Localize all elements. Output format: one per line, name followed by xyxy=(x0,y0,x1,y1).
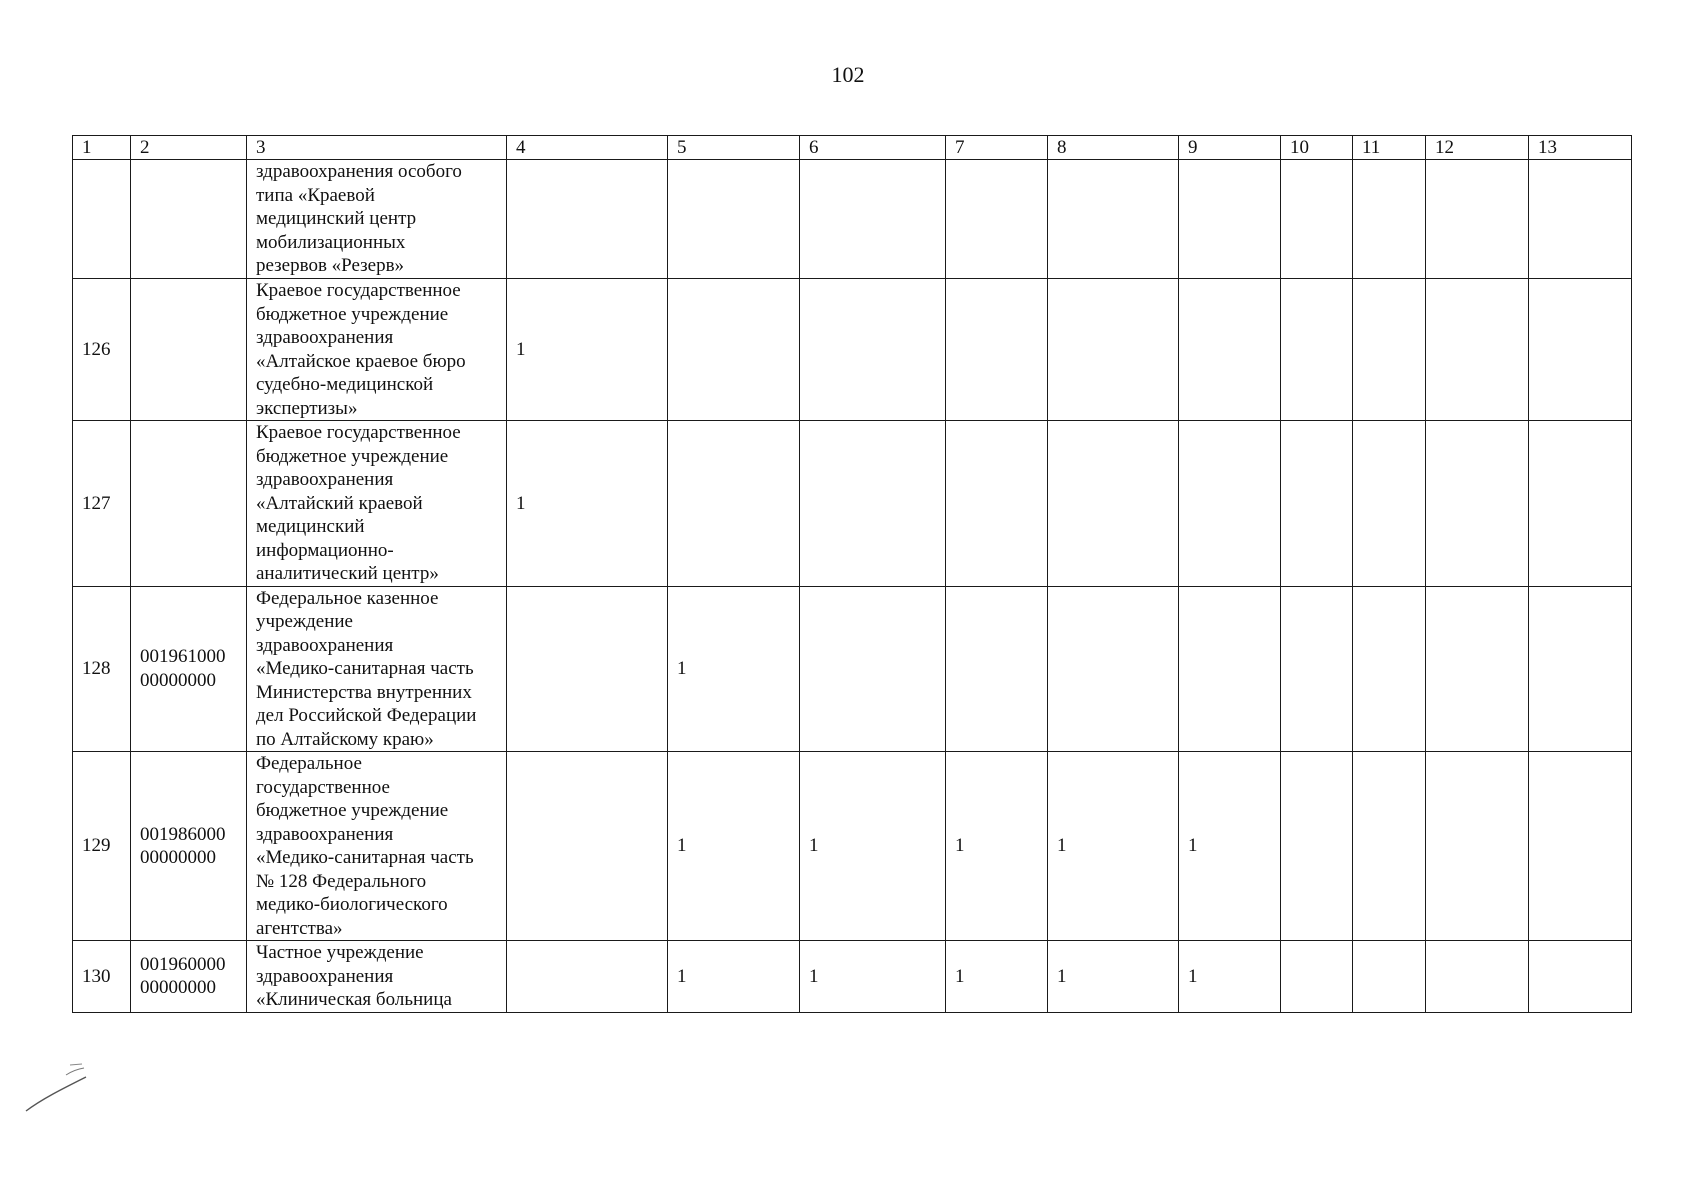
row-number: 128 xyxy=(73,586,131,752)
row-value xyxy=(668,279,800,421)
row-value: 1 xyxy=(800,752,946,941)
row-value xyxy=(507,586,668,752)
row-organization-name: Краевое государственное бюджетное учреждение здравоохранения «Алтайский краевой медицинский информационно- аналитический центр» xyxy=(247,421,507,587)
table-row xyxy=(73,752,1632,941)
row-value xyxy=(800,586,946,752)
row-value: 1 xyxy=(1048,752,1179,941)
row-value xyxy=(946,421,1048,587)
table-row xyxy=(73,160,1632,279)
row-value: 1 xyxy=(800,941,946,1013)
header-cell: 6 xyxy=(800,136,946,160)
row-value xyxy=(800,279,946,421)
row-value xyxy=(507,941,668,1013)
row-value xyxy=(1179,586,1281,752)
pen-stroke-mark xyxy=(22,1055,92,1115)
row-value xyxy=(800,160,946,279)
row-value xyxy=(1179,421,1281,587)
row-value xyxy=(1281,586,1353,752)
row-value xyxy=(1281,752,1353,941)
row-value: 1 xyxy=(1048,941,1179,1013)
row-value xyxy=(1426,279,1529,421)
row-number: 129 xyxy=(73,752,131,941)
row-number: 130 xyxy=(73,941,131,1013)
row-value xyxy=(1529,752,1632,941)
row-value xyxy=(1179,160,1281,279)
row-value: 1 xyxy=(946,941,1048,1013)
row-value xyxy=(1426,752,1529,941)
row-value xyxy=(1048,160,1179,279)
row-value xyxy=(1426,941,1529,1013)
row-code: 001961000 00000000 xyxy=(131,586,247,752)
row-value: 1 xyxy=(507,279,668,421)
row-code xyxy=(131,279,247,421)
row-organization-name: Федеральное казенное учреждение здравоохранения «Медико-санитарная часть Министерства внутренних дел Российской Федерации по Алтайскому краю» xyxy=(247,586,507,752)
row-value xyxy=(946,586,1048,752)
header-cell: 8 xyxy=(1048,136,1179,160)
row-value xyxy=(1529,279,1632,421)
row-value xyxy=(668,160,800,279)
row-value xyxy=(800,421,946,587)
row-organization-name: Частное учреждение здравоохранения «Клиническая больница xyxy=(247,941,507,1013)
row-number: 126 xyxy=(73,279,131,421)
header-cell: 13 xyxy=(1529,136,1632,160)
row-value: 1 xyxy=(668,586,800,752)
table-row xyxy=(73,279,1632,421)
header-row xyxy=(73,136,1632,160)
row-value xyxy=(1281,941,1353,1013)
row-value xyxy=(946,279,1048,421)
row-value xyxy=(1353,160,1426,279)
row-value xyxy=(1426,160,1529,279)
row-value xyxy=(507,160,668,279)
table-row xyxy=(73,586,1632,752)
row-value xyxy=(1353,421,1426,587)
row-value: 1 xyxy=(507,421,668,587)
row-code: 001960000 00000000 xyxy=(131,941,247,1013)
row-organization-name: Федеральное государственное бюджетное учреждение здравоохранения «Медико-санитарная часть № 128 Федерального медико-биологического агентства» xyxy=(247,752,507,941)
row-code xyxy=(131,421,247,587)
row-organization-name: здравоохранения особого типа «Краевой медицинский центр мобилизационных резервов «Резерв» xyxy=(247,160,507,279)
row-value: 1 xyxy=(668,941,800,1013)
header-cell: 1 xyxy=(73,136,131,160)
header-cell: 3 xyxy=(247,136,507,160)
row-value xyxy=(1281,160,1353,279)
row-value: 1 xyxy=(668,752,800,941)
header-cell: 10 xyxy=(1281,136,1353,160)
row-number xyxy=(73,160,131,279)
table-row xyxy=(73,421,1632,587)
row-value xyxy=(1281,279,1353,421)
row-value xyxy=(1353,279,1426,421)
page-number: 102 xyxy=(831,62,865,87)
row-value xyxy=(1048,586,1179,752)
header-cell: 5 xyxy=(668,136,800,160)
row-value: 1 xyxy=(1179,752,1281,941)
row-value xyxy=(1353,752,1426,941)
table-row xyxy=(73,941,1632,1013)
row-value xyxy=(1529,941,1632,1013)
row-number: 127 xyxy=(73,421,131,587)
row-value xyxy=(1048,421,1179,587)
row-value: 1 xyxy=(1179,941,1281,1013)
row-value xyxy=(1426,586,1529,752)
row-value xyxy=(1353,586,1426,752)
row-value xyxy=(507,752,668,941)
header-cell: 2 xyxy=(131,136,247,160)
header-cell: 12 xyxy=(1426,136,1529,160)
data-table xyxy=(72,135,1632,1013)
row-value xyxy=(1353,941,1426,1013)
header-cell: 11 xyxy=(1353,136,1426,160)
row-value xyxy=(1529,421,1632,587)
header-cell: 7 xyxy=(946,136,1048,160)
row-organization-name: Краевое государственное бюджетное учреждение здравоохранения «Алтайское краевое бюро судебно-медицинской экспертизы» xyxy=(247,279,507,421)
row-value xyxy=(1529,586,1632,752)
header-cell: 4 xyxy=(507,136,668,160)
row-value xyxy=(1179,279,1281,421)
row-code xyxy=(131,160,247,279)
row-value xyxy=(1048,279,1179,421)
row-value xyxy=(1426,421,1529,587)
row-value xyxy=(668,421,800,587)
row-value xyxy=(946,160,1048,279)
row-value xyxy=(1281,421,1353,587)
row-code: 001986000 00000000 xyxy=(131,752,247,941)
header-cell: 9 xyxy=(1179,136,1281,160)
row-value xyxy=(1529,160,1632,279)
row-value: 1 xyxy=(946,752,1048,941)
